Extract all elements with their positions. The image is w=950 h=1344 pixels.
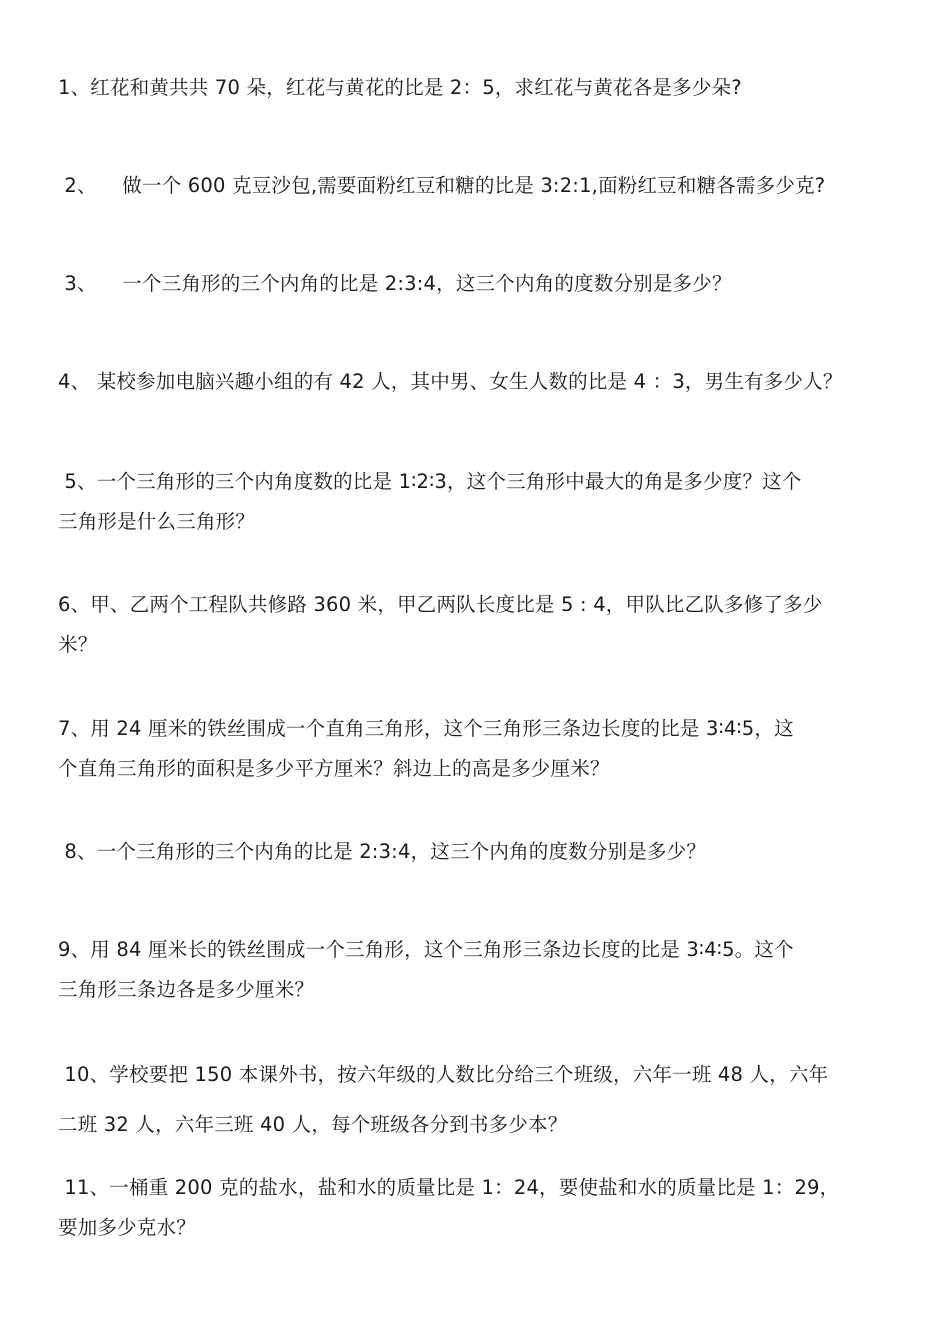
question-4-line-1: 4、 某校参加电脑兴趣小组的有 42 人，其中男、女生人数的比是 4 ：3，男生有多少人？ xyxy=(58,370,843,393)
question-9-line-1: 9、用 84 厘米长的铁丝围成一个三角形，这个三角形三条边长度的比是 3∶4∶5。这个 xyxy=(58,938,794,961)
question-9 xyxy=(58,930,900,1010)
question-5 xyxy=(58,462,900,542)
question-4 xyxy=(58,362,900,402)
question-2-line-1: 2、 做一个 600 克豆沙包,需要面粉红豆和糖的比是 3:2:1,面粉红豆和糖各需多少克? xyxy=(58,174,826,197)
question-1 xyxy=(58,68,900,108)
question-10-line-2: 二班 32 人，六年三班 40 人，每个班级各分到书多少本？ xyxy=(58,1113,568,1136)
question-5-line-1: 5、一个三角形的三个内角度数的比是 1∶2∶3，这个三角形中最大的角是多少度？这个 xyxy=(58,470,802,493)
question-11-line-2: 要加多少克水？ xyxy=(58,1216,196,1239)
question-2 xyxy=(58,166,900,206)
question-10 xyxy=(58,1050,900,1150)
question-6-line-2: 米？ xyxy=(58,633,98,656)
question-7 xyxy=(58,709,900,789)
question-6-line-1: 6、甲、乙两个工程队共修路 360 米，甲乙两队长度比是 5 : 4，甲队比乙队多修了多少 xyxy=(58,593,823,616)
question-6 xyxy=(58,585,900,665)
question-1-line-1: 1、红花和黄共共 70 朵，红花与黄花的比是 2：5，求红花与黄花各是多少朵? xyxy=(58,76,742,99)
question-3-line-1: 3、 一个三角形的三个内角的比是 2:3:4，这三个内角的度数分别是多少？ xyxy=(58,272,732,295)
question-10-line-1: 10、学校要把 150 本课外书，按六年级的人数比分给三个班级，六年一班 48 人，六年 xyxy=(58,1063,829,1086)
question-9-line-2: 三角形三条边各是多少厘米？ xyxy=(58,978,315,1001)
question-8 xyxy=(58,832,900,872)
question-3 xyxy=(58,264,900,304)
question-7-line-1: 7、用 24 厘米的铁丝围成一个直角三角形，这个三角形三条边长度的比是 3∶4∶5，这 xyxy=(58,717,794,740)
question-11-line-1: 11、一桶重 200 克的盐水，盐和水的质量比是 1：24，要使盐和水的质量比是 1：29， xyxy=(58,1176,840,1199)
question-5-line-2: 三角形是什么三角形？ xyxy=(58,510,256,533)
question-8-line-1: 8、一个三角形的三个内角的比是 2:3:4，这三个内角的度数分别是多少？ xyxy=(58,840,707,863)
question-7-line-2: 个直角三角形的面积是多少平方厘米？斜边上的高是多少厘米？ xyxy=(58,757,610,780)
question-11 xyxy=(58,1168,900,1248)
